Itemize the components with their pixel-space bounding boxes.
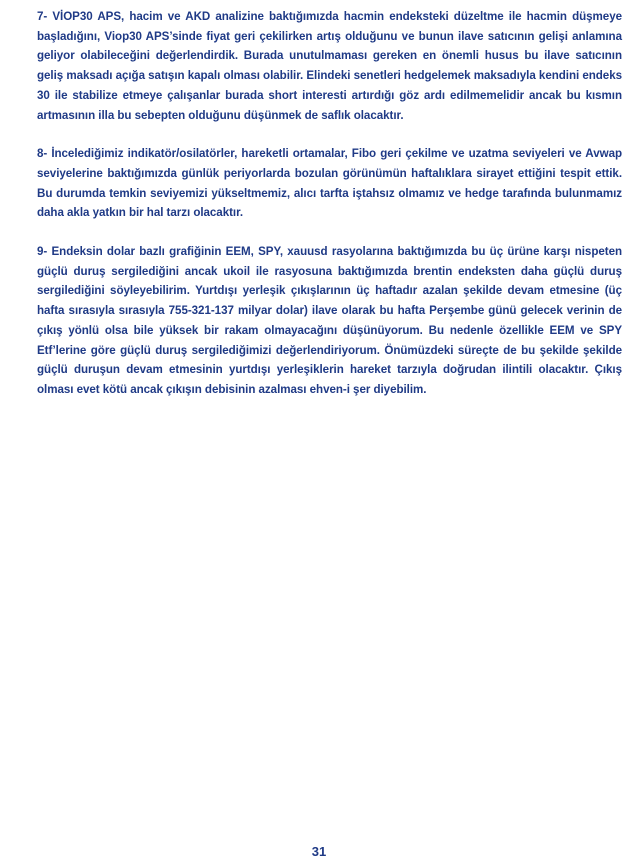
paragraph-8: 8- İncelediğimiz indikatör/osilatörler, hareketli ortamalar, Fibo geri çekilme ve uzatma seviyeleri ve Avwap seviyelerine baktığımızda günlük periyorlarda bozulan görünümün haftalıklara sirayet ettiğini tespit ettik. Bu durumda temkin seviyemizi yükseltmemiz, alıcı tarfta iştahsız olmamız ve hedge tarafında bulunmamız daha akla yatkın bir hal tarzı olacaktır. [37,147,622,220]
page-number: 31 [311,844,327,859]
paragraph-9: 9- Endeksin dolar bazlı grafiğinin EEM, SPY, xauusd rasyolarına baktığımızda bu üç ürüne karşı nispeten güçlü duruş sergilediğini ancak ukoil ile rasyosuna baktığımızda brentin endeksten daha güçlü duruş sergilediğini söyleyebilirim. Yurtdışı yerleşik çıkışlarının üç haftadır azalan şekilde devam etmesine (üç hafta sırasıyla sırasıyla 755-321-137 milyar dolar) ilave olarak bu hafta Perşembe günü gelecek verinin de çıkış yönlü olsa bile yüksek bir rakam olmayacağını düşünüyorum. Bu nedenle özellikle EEM ve SPY Etf’lerine göre güçlü duruş sergilediğimizi değerlendiriyorum. Önümüzdeki süreçte de bu şekilde şekilde güçlü duruşun devam etmesinin yurtdışı yerleşiklerin hareket tarzıyla doğrudan ilintili olacaktır. Çıkış olması evet kötü ancak çıkışın debisinin azalması ehven-i şer diyebilim. [37,245,622,396]
paragraph-7: 7- VİOP30 APS, hacim ve AKD analizine baktığımızda hacmin endeksteki düzeltme ile hacmin düşmeye başladığını, Viop30 APS’sinde fiyat geri çekilirken artış olduğunu ve bunun ilave satıcının gelişi anlamına geliyor olabileceğini değerlendirdik. Burada unutulmaması gereken en önemli husus bu ilave satıcının geliş maksadı açığa satışın kapalı olması olabilir. Elindeki senetleri hedgelemek maksadıyla kendini endeks 30 ile stabilize etmeye çalışanlar burada short interesti artırdığı göz ardı edilmemelidir ancak bu kısmın artmasının illa bu sebepten olduğunu düşünmek de saflık olacaktır. [37,10,622,122]
document-body [37,7,622,419]
